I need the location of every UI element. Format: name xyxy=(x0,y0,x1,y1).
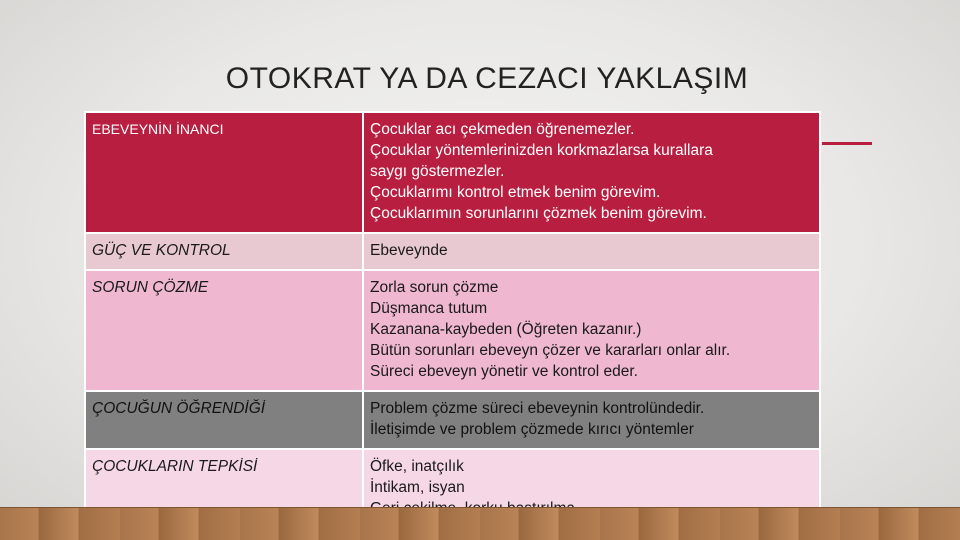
content-line: Düşmanca tutum xyxy=(370,300,488,317)
row-content xyxy=(363,112,820,233)
belief-table xyxy=(84,111,821,529)
content-line: saygı göstermezler. xyxy=(370,163,505,180)
content-line: Çocuklar acı çekmeden öğrenemezler. xyxy=(370,121,635,138)
content-line: İntikam, isyan xyxy=(370,479,465,496)
row-content xyxy=(363,233,820,270)
row-label: ÇOCUKLARIN TEPKİSİ xyxy=(85,449,363,528)
slide-title: OTOKRAT YA DA CEZACI YAKLAŞIM xyxy=(225,62,749,95)
content-line: Süreci ebeveyn yönetir ve kontrol eder. xyxy=(370,363,638,380)
table-row xyxy=(85,270,820,391)
table-row xyxy=(85,391,820,449)
row-content xyxy=(363,391,820,449)
wood-floor xyxy=(0,507,960,540)
content-line: Çocuklar yöntemlerinizden korkmazlarsa kurallara xyxy=(370,142,713,159)
row-label: ÇOCUĞUN ÖĞRENDİĞİ xyxy=(85,391,363,449)
row-content xyxy=(363,270,820,391)
content-line: İletişimde ve problem çözmede kırıcı yöntemler xyxy=(370,421,694,438)
content-line: Kazanana-kaybeden (Öğreten kazanır.) xyxy=(370,321,642,338)
content-line: Çocuklarımı kontrol etmek benim görevim. xyxy=(370,184,661,201)
table-row xyxy=(85,233,820,270)
content-line: Çocuklarımın sorunlarını çözmek benim görevim. xyxy=(370,205,707,222)
row-label: SORUN ÇÖZME xyxy=(85,270,363,391)
content-line: Öfke, inatçılık xyxy=(370,458,464,475)
table-row xyxy=(85,112,820,233)
content-line: Zorla sorun çözme xyxy=(370,279,499,296)
content-line: Problem çözme süreci ebeveynin kontrolündedir. xyxy=(370,400,705,417)
row-label: EBEVEYNİN İNANCI xyxy=(85,112,363,233)
content-line: Ebeveynde xyxy=(370,242,448,259)
row-label: GÜÇ VE KONTROL xyxy=(85,233,363,270)
accent-line xyxy=(822,142,872,145)
content-line: Bütün sorunları ebeveyn çözer ve kararları onlar alır. xyxy=(370,342,731,359)
